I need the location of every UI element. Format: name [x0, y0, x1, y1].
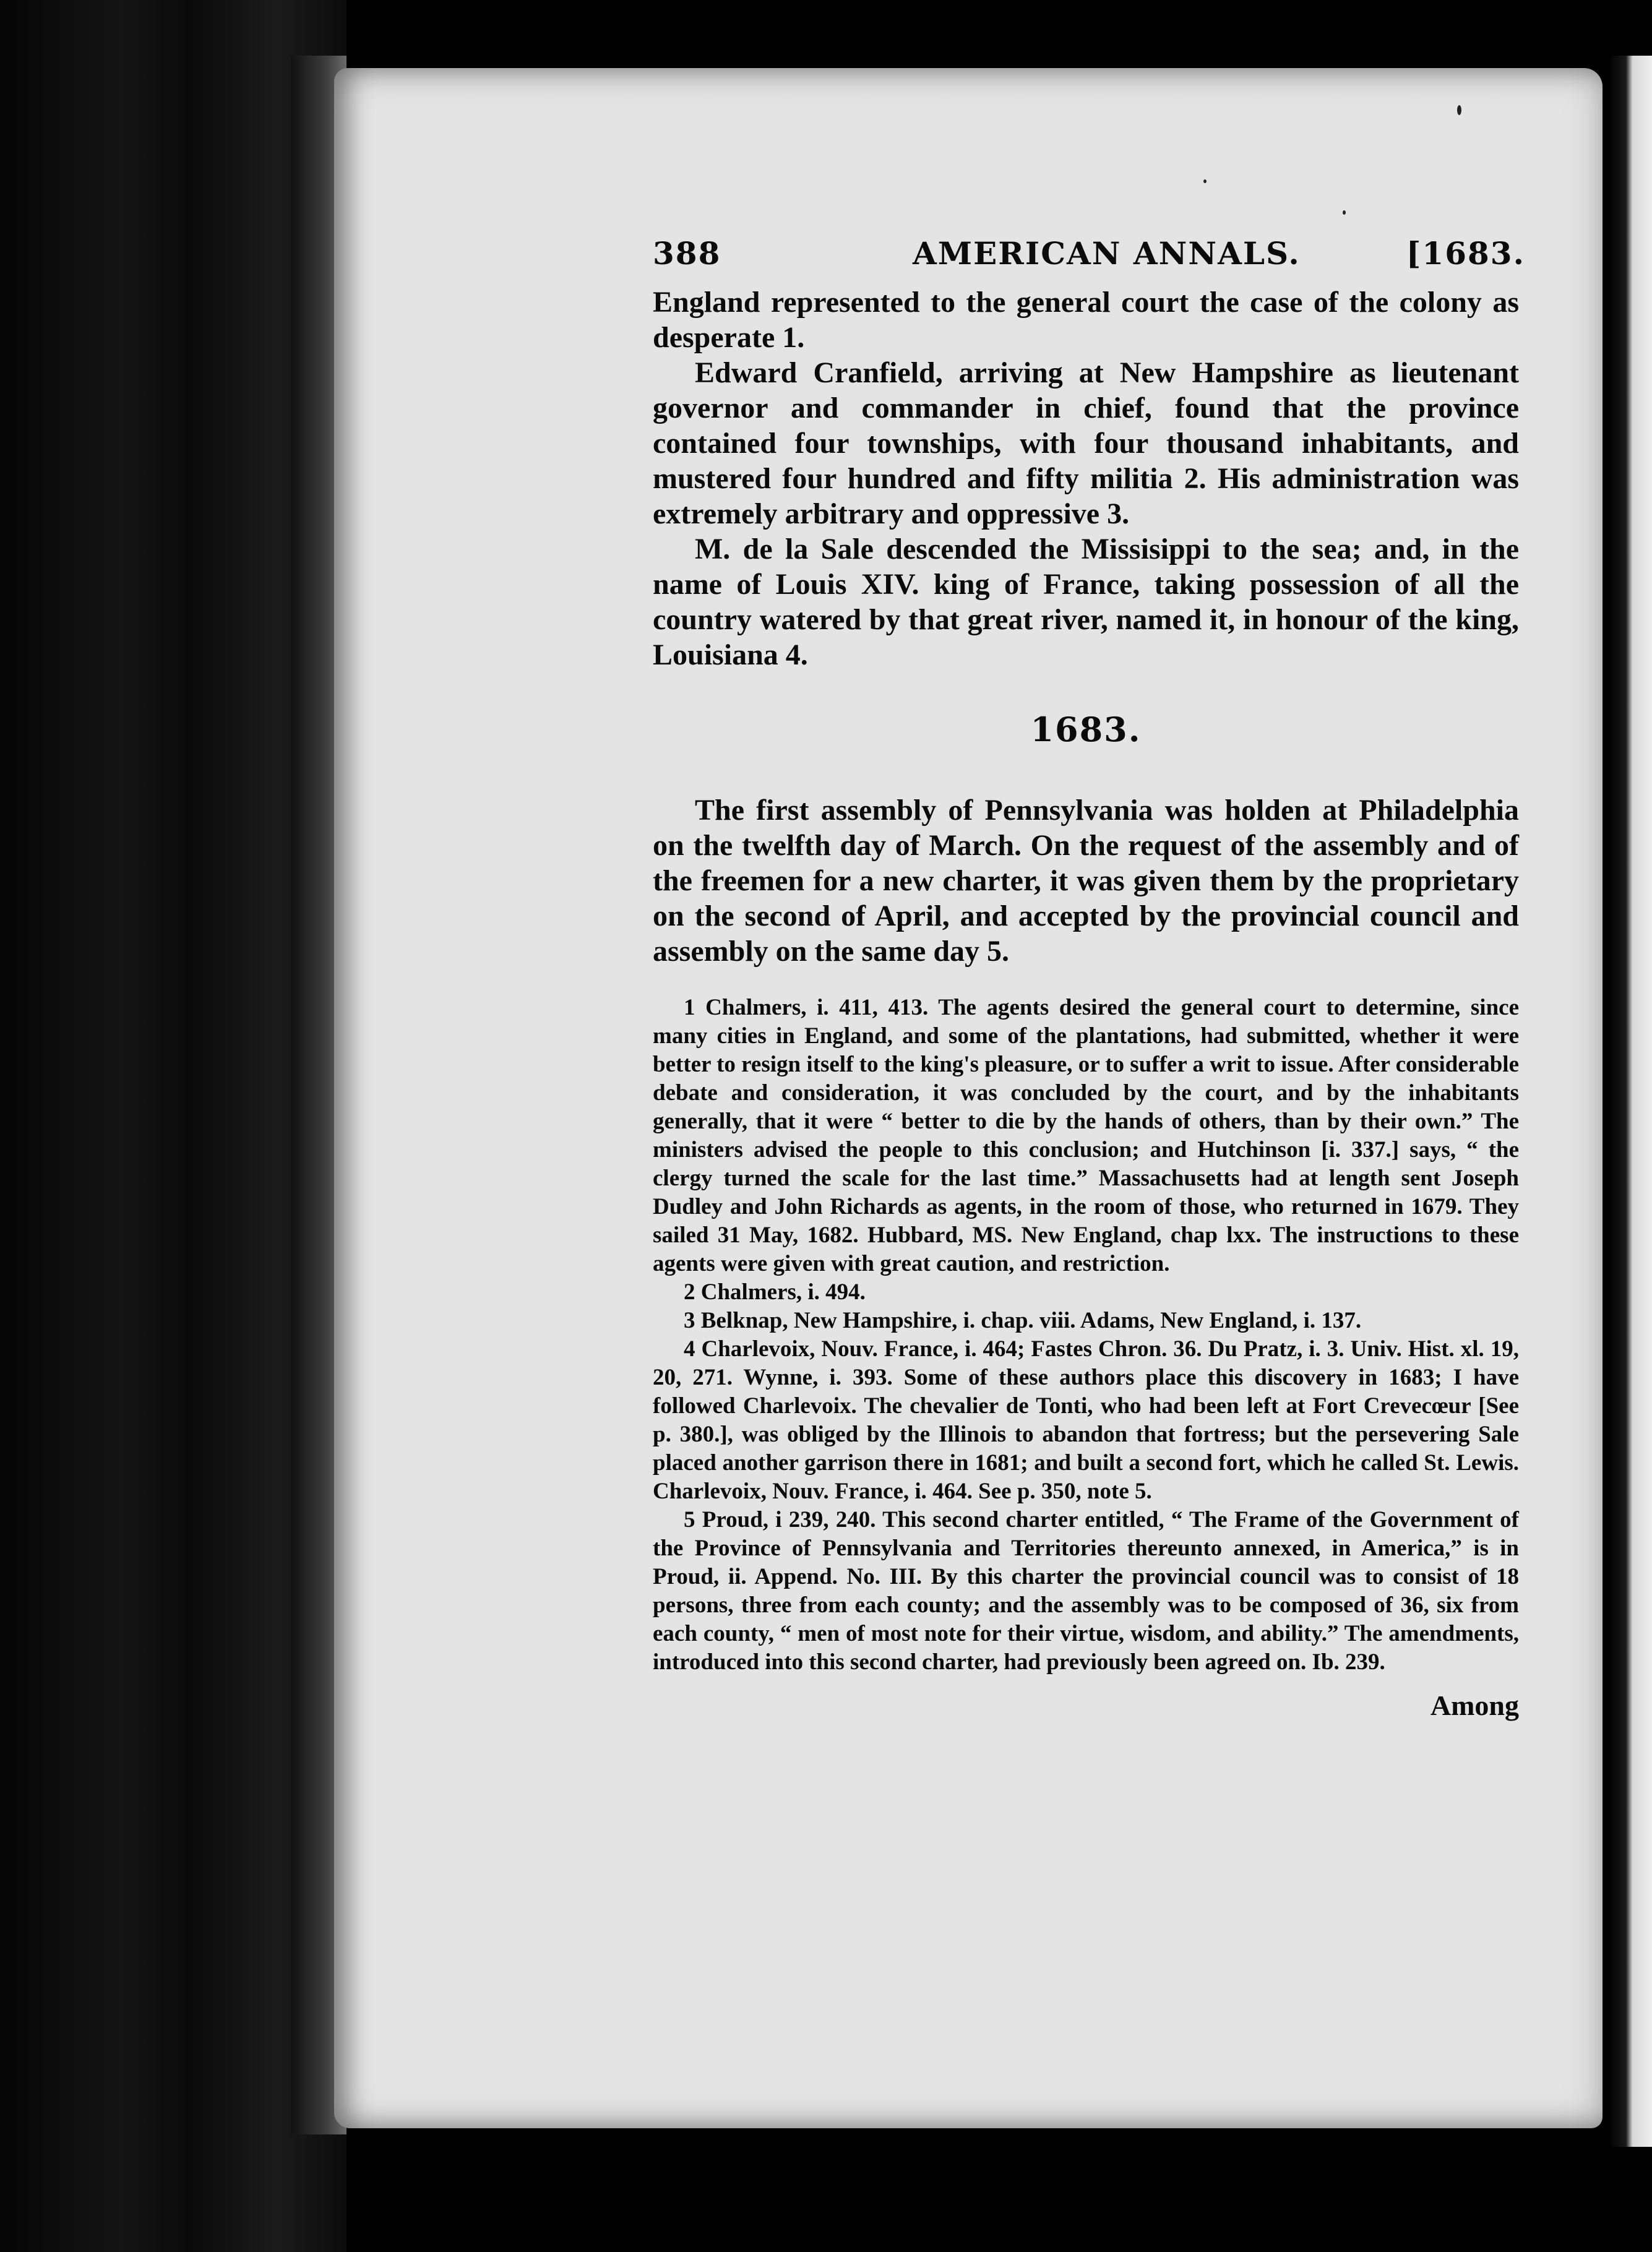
- paragraph-continued: England represented to the general court the case of the colony as desperate 1.: [653, 286, 1519, 354]
- running-year: [1683.: [1406, 235, 1525, 272]
- paragraph-cranfield: Edward Cranfield, arriving at New Hampshire as lieutenant governor and commander in chief, found that the province contained four townships, with four thousand inhabitants, and mustered four hundred and fifty militia 2. His administration was extremely arbitrary and oppressive 3.: [653, 356, 1519, 530]
- running-head: [653, 235, 1525, 285]
- dust-speck: [1457, 105, 1461, 115]
- page-number: 388: [653, 235, 721, 272]
- footnote-4: 4 Charlevoix, Nouv. France, i. 464; Fastes Chron. 36. Du Pratz, i. 3. Univ. Hist. xl. 19, 20, 271. Wynne, i. 393. Some of these authors place this discovery in 1683; I have followed Charlevoix. The chevalier de Tonti, who had been left at Fort Crevecœur [See p. 380.], was obliged by the Illinois to abandon that fortress; but the persevering Sale placed another garrison there in 1681; and built a second fort, which he called St. Lewis. Charlevoix, Nouv. France, i. 464. See p. 350, note 5.: [653, 1336, 1519, 1504]
- year-heading: 1683.: [1030, 710, 1142, 749]
- dust-speck: [1343, 210, 1346, 215]
- footnote-1: 1 Chalmers, i. 411, 413. The agents desired the general court to determine, since many cities in England, and some of the plantations, had submitted, whether it were better to resign itself to the king's pleasure, or to suffer a writ to issue. After considerable debate and consideration, it was concluded by the court, and by the inhabitants generally, that it were “ better to die by the hands of others, than by their own.” The ministers advised the people to this conclusion; and Hutchinson [i. 337.] says, “ the clergy turned the scale for the last time.” Massachusetts had at length sent Joseph Dudley and John Richards as agents, in the room of those, who returned in 1679. They sailed 31 May, 1682. Hubbard, MS. New England, chap lxx. The instructions to these agents were given with great caution, and restriction.: [653, 995, 1519, 1276]
- paragraph-la-sale: M. de la Sale descended the Missisippi to the sea; and, in the name of Louis XIV. king of France, taking possession of all the country watered by that great river, named it, in honour of the king, Louisiana 4.: [653, 533, 1519, 671]
- notes-separator: [653, 969, 1519, 994]
- dust-speck: [1203, 179, 1207, 183]
- running-title: AMERICAN ANNALS.: [913, 235, 1301, 272]
- catchword: Among: [1430, 1690, 1519, 1721]
- paragraph-pennsylvania-assembly: The first assembly of Pennsylvania was holden at Philadelphia on the twelfth day of March. On the request of the assembly and of the freemen for a new charter, it was given them by the proprietary on the second of April, and accepted by the provincial council and assembly on the same day 5.: [653, 794, 1519, 968]
- footnote-3: 3 Belknap, New Hampshire, i. chap. viii. Adams, New England, i. 137.: [684, 1308, 1362, 1333]
- facing-page-edge: [1609, 56, 1652, 2147]
- footnote-5: 5 Proud, i 239, 240. This second charter entitled, “ The Frame of the Government of the Province of Pennsylvania and Territories thereunto annexed, in America,” is in Proud, ii. Append. No. III. By this charter the provincial council was to consist of 18 persons, three from each county; and the assembly was to be composed of 36, six from each county, “ men of most note for their virtue, wisdom, and ability.” The amendments, introduced into this second charter, had previously been agreed on. Ib. 239.: [653, 1507, 1519, 1675]
- text-column: [653, 235, 1525, 1722]
- footnote-2: 2 Chalmers, i. 494.: [684, 1279, 866, 1305]
